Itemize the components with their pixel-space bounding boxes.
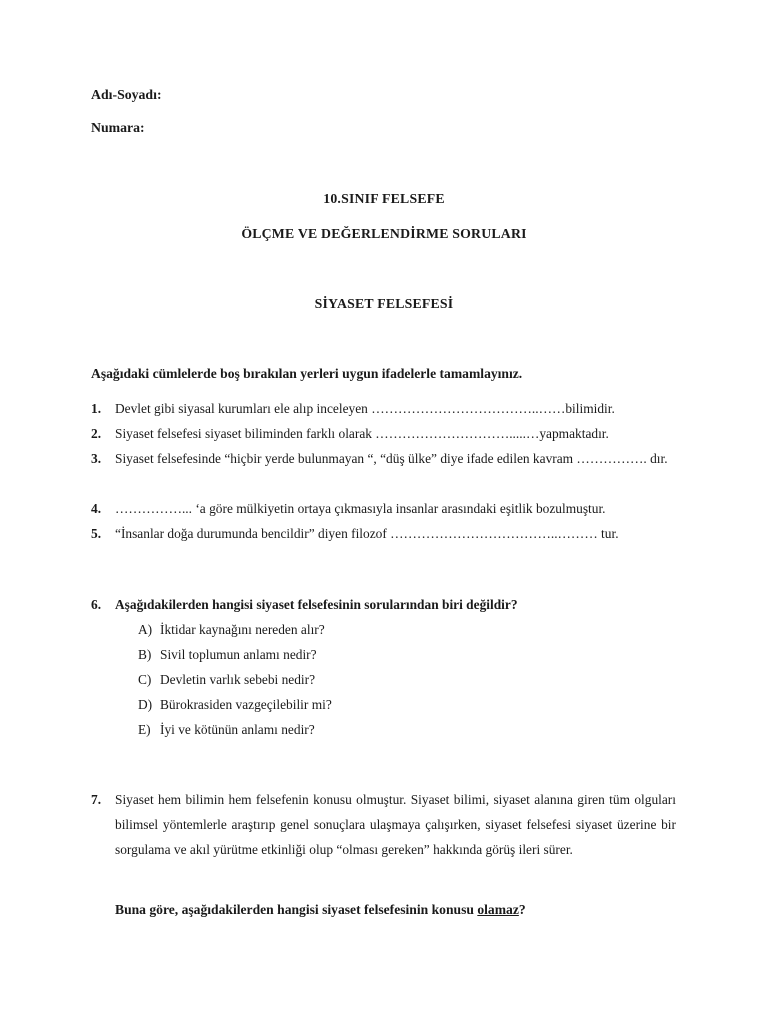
item-text: Devlet gibi siyasal kurumları ele alıp inceleyen ………………………………..……bilimidir. [115, 401, 615, 416]
fill-in-instruction: Aşağıdaki cümlelerde boş bırakılan yerleri uygun ifadelerle tamamlayınız. [91, 366, 523, 381]
option-d[interactable] [138, 692, 332, 717]
item-text: Siyaset felsefesi siyaset biliminden farklı olarak ………………………….....…yapmaktadır. [115, 426, 609, 441]
exam-title: ÖLÇME VE DEĞERLENDİRME SORULARI [241, 226, 527, 241]
question-stem: Aşağıdakilerden hangisi siyaset felsefesinin sorularından biri değildir? [115, 597, 518, 612]
item-number: 2. [91, 426, 102, 441]
answer-options [138, 617, 332, 742]
stem-suffix: ? [518, 902, 526, 917]
unit-title: SİYASET FELSEFESİ [314, 296, 454, 311]
question-7 [91, 787, 676, 862]
option-letter: A) [138, 622, 153, 637]
option-text: Bürokrasiden vazgeçilebilir mi? [160, 697, 332, 712]
name-label: Adı-Soyadı: [91, 87, 162, 102]
item-number: 1. [91, 401, 102, 416]
option-c[interactable] [138, 667, 332, 692]
item-text: “İnsanlar doğa durumunda bencildir” diyen filozof ………………………………..……… tur. [115, 526, 619, 541]
question-number: 6. [91, 597, 102, 612]
item-text: Siyaset felsefesinde “hiçbir yerde bulunmayan “, “düş ülke” diye ifade edilen kavram ……………. dır. [115, 451, 668, 466]
fill-in-item [91, 396, 676, 421]
question-7-stem [115, 902, 526, 918]
fill-in-item [91, 446, 676, 471]
fill-in-item [91, 521, 676, 546]
option-text: İktidar kaynağını nereden alır? [160, 622, 325, 637]
option-e[interactable] [138, 717, 332, 742]
fill-in-item [91, 496, 676, 521]
option-text: İyi ve kötünün anlamı nedir? [160, 722, 315, 737]
option-text: Sivil toplumun anlamı nedir? [160, 647, 317, 662]
item-number: 4. [91, 501, 102, 516]
option-letter: D) [138, 697, 153, 712]
number-label: Numara: [91, 120, 145, 135]
stem-emphasis: olamaz [477, 902, 519, 917]
item-text: ……………... ‘a göre mülkiyetin ortaya çıkmasıyla insanlar arasındaki eşitlik bozulmuştur. [115, 501, 606, 516]
option-letter: E) [138, 722, 151, 737]
class-subject-title: 10.SINIF FELSEFE [323, 191, 445, 206]
option-letter: B) [138, 647, 152, 662]
question-6 [91, 592, 676, 617]
question-number: 7. [91, 792, 102, 807]
stem-text: Buna göre, aşağıdakilerden hangisi siyaset felsefesinin konusu [115, 902, 478, 917]
item-number: 3. [91, 451, 102, 466]
option-text: Devletin varlık sebebi nedir? [160, 672, 316, 687]
item-number: 5. [91, 526, 102, 541]
option-letter: C) [138, 672, 152, 687]
option-b[interactable] [138, 642, 332, 667]
fill-in-item [91, 421, 676, 446]
question-passage: Siyaset hem bilimin hem felsefenin konusu olmuştur. Siyaset bilimi, siyaset alanına giren tüm olguları bilimsel yöntemlerle araştırıp genel sonuçlara ulaşmaya çalışırken, siyaset felsefesi siyaset üzerine bir sorgulama ve akıl yürütme etkinliği olup “olması gereken” hakkında görüş ileri sürer. [115, 792, 676, 857]
option-a[interactable] [138, 617, 332, 642]
